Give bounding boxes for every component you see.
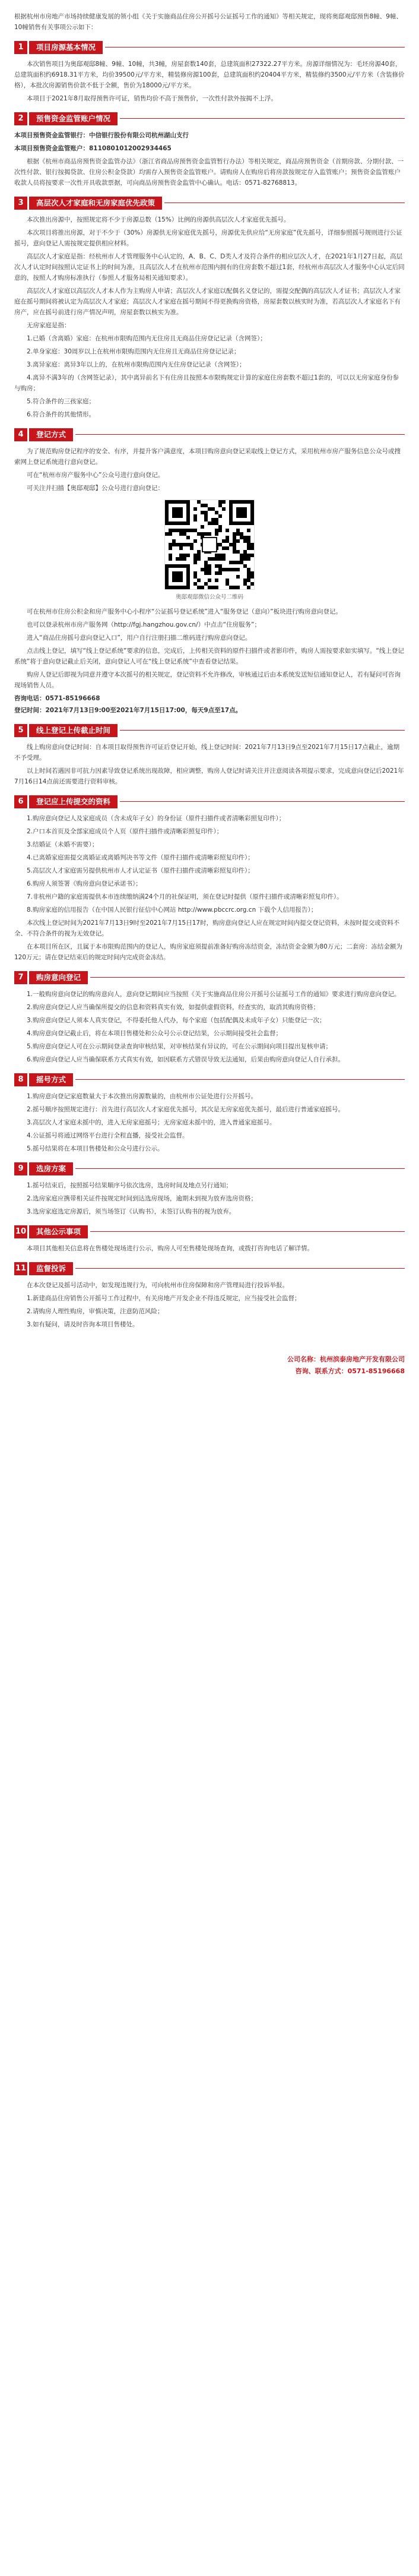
paragraph: 7.非杭州户籍的家庭需提供本市连续缴纳满24个月的社保证明，须在登记时提供（原件扫描件或清晰彩照复印件）。 — [27, 893, 343, 900]
section-header — [14, 1073, 405, 1086]
paragraph: 3.高层次人才家庭未摇中的，进入无房家庭摇号；无房家庭未摇中的，进入普通家庭摇号。 — [27, 1118, 276, 1126]
section-divider — [105, 47, 405, 48]
announcement-page — [0, 7, 419, 1389]
paragraph: 6.符合条件的其他情形。 — [27, 410, 96, 418]
section-number: 7 — [14, 971, 27, 984]
paragraph: 3.选房家庭选定房源后，须当场签订《认购书》，未签订认购书的视为放弃。 — [27, 1208, 236, 1215]
section — [14, 1225, 405, 1254]
section-title: 购房意向登记 — [29, 971, 88, 984]
section-title: 监督投诉 — [29, 1262, 73, 1275]
paragraph: 点击线上登记，填写“线上登记系统”要求的信息，完成后，上传相关资料的原件扫描件或者影印件，购房人需按要求如实填写。“线上登记系统”将于意向登记截止后关闭，意向登记人可在“线上登记系统”中查看登记结果。 — [14, 647, 404, 665]
paragraph: 2.摇号顺序按照规定进行：首先进行高层次人才家庭优先摇号，其次是无房家庭优先摇号，最后进行普通家庭摇号。 — [27, 1105, 345, 1113]
paragraph: 本次销售项目为奥邸观邸8幢、9幢、10幢，共3幢，房屋套数140套，总建筑面积27322.27平方米。房源详细情况为：毛坯房源40套，总建筑面积约6918.31平方米，均价39500元/平方米，精装修房源100套，总建筑面积约20404平方米，精装修约3500元/平方米（含装修价格），本批次房源销售价款不低于全额，售价为18000元/平方米。 — [14, 60, 405, 89]
section-header — [14, 971, 405, 984]
section-number: 11 — [14, 1262, 27, 1275]
section-divider — [120, 730, 405, 731]
paragraph: 1.新建商品住房销售公开摇号工作过程中，有关房地产开发企业不得违反规定，应当接受社会监督； — [27, 1294, 301, 1302]
section — [14, 197, 405, 420]
paragraph: 本项目其他相关信息将在售楼处现场进行公示，购房人可至售楼处现场查询，或拨打咨询电话了解详情。 — [27, 1244, 313, 1252]
section-divider — [75, 434, 405, 435]
section-title: 登记应上传提交的资料 — [29, 795, 118, 808]
paragraph: 1.一般购房意向登记的购房意向人，意向登记期间应当按照《关于实施商品住房公开摇号公证摇号工作的通知》要求进行购房意向登记。 — [27, 990, 401, 998]
paragraph: 高层次人才家庭是指：经杭州市人才管理服务中心认定的，A、B、C、D类人才及符合条件的相应层次人才，在2021年1月27日起，高层次人才认定时间按照认定证书上的时间为准，且高层次人才在杭州市范围内拥有的住房套数不超过1套，经杭州市高层次人才服务中心认定后同意的，按照人才购房标准执行（参照人才服务局相关通知要求）。 — [14, 252, 405, 282]
section-title: 预售资金监管账户情况 — [29, 112, 118, 125]
contact-phone: 咨询电话：0571-85196668 — [14, 694, 100, 702]
section-number: 9 — [14, 1162, 27, 1175]
section-title: 项目房源基本情况 — [29, 41, 103, 54]
section-title: 选房方案 — [29, 1162, 73, 1175]
section-number: 3 — [14, 197, 27, 210]
section-number: 8 — [14, 1073, 27, 1086]
qr-code-icon — [164, 500, 255, 590]
qr-block — [14, 500, 405, 600]
section-number: 4 — [14, 428, 27, 441]
section — [14, 1262, 405, 1330]
paragraph: 4.已离婚家庭需提交离婚证或离婚判决书等文件（原件扫描件或清晰彩照复印件）； — [27, 854, 254, 861]
section-title: 摇号方式 — [29, 1073, 73, 1086]
section — [14, 971, 405, 1065]
section-divider — [90, 1231, 405, 1232]
paragraph: 在本项目所在区，且属于本市限购范围内的登记人，购房家庭须提前准备好购房冻结资金，冻结资金金额为80万元；二套房：冻结金额为120万元；请在登记结束后的规定时间内完成资金冻结。 — [14, 943, 402, 961]
paragraph: 可在“杭州市房产服务中心”公众号进行意向登记。 — [27, 471, 164, 479]
section-header — [14, 197, 405, 210]
intro-paragraph: 根据杭州市房地产市场持续健康发展的领小组《关于实施商品住房公开摇号公证摇号工作的通知》等相关规定，现将奥邸观邸预售8幢、9幢、10幢销售有关事项公示如下： — [14, 12, 402, 31]
section — [14, 795, 405, 963]
paragraph: 2.户口本首页及全部家庭成员个人页（原件扫描件或清晰彩照复印件）； — [27, 827, 223, 835]
paragraph: 本次推出房源中，按照规定将不少于房源总数（15%）比例的房源供高层次人才家庭优先摇号。 — [27, 216, 290, 223]
paragraph: 2.单身家庭：30周岁以上在杭州市限购范围内无住房且无商品住房登记记录； — [27, 347, 240, 355]
paragraph: 可在杭州市住房公积金和房产服务中心小程序“公证摇号登记系统”进入“服务登记（意向）”板块进行购房意向登记。 — [27, 608, 342, 615]
paragraph: 高层次人才家庭以高层次人才本人作为主购房人申请；高层次人才家庭以配偶名义登记的，需提交配偶的高层次人才证书；高层次人才家庭在摇号期间将被认定为高层次人才家庭；高层次人才家庭在摇号期间不得更换购房资格，房屋套数以核实时为准，若高层次人才家庭名下有房产，应在摇号前进行房产情况声明，房屋套数以核实为准。 — [14, 287, 401, 316]
bold-paragraph: 本项目预售资金监管账户：8110801012002934465 — [14, 144, 172, 152]
section-header — [14, 1225, 405, 1238]
paragraph: 3.离异家庭：离异3年以上的，在杭州市限购范围内无住房登记记录（含网签）； — [27, 361, 246, 368]
paragraph: 购房人登记后即视为同意并遵守本次摇号的相关规定，登记资料不允许修改，审核通过后由本系统发送短信通知登记人，若有疑问可咨询现场销售人员。 — [14, 671, 401, 689]
section-number: 2 — [14, 112, 27, 125]
section — [14, 112, 405, 188]
section — [14, 1073, 405, 1154]
section-header — [14, 41, 405, 54]
section-divider — [75, 1268, 405, 1269]
section-header — [14, 795, 405, 808]
paragraph: 3.结婚证（未婚不需要）； — [27, 840, 99, 848]
paragraph: 本次线上登记时间为2021年7月13日9时至2021年7月15日17时，购房意向登记人应在规定时间内提交登记资料，未按时提交或资料不全、不符合条件的视为无效登记。 — [14, 919, 400, 937]
section-title: 其他公示事项 — [29, 1225, 88, 1238]
footer-company-name: 杭州滨泰房地产开发有限公司 — [320, 1355, 405, 1363]
section-number: 10 — [14, 1225, 27, 1238]
section — [14, 41, 405, 104]
footer-phone — [14, 1366, 405, 1377]
bold-paragraph: 本项目预售资金监管银行：中信银行股份有限公司杭州湖山支行 — [14, 131, 189, 139]
paragraph: 3.购房意向登记人须本人真实登记，不得委托他人代办，每个家庭（包括配偶及未成年子女）只能登记一次； — [27, 1016, 326, 1024]
paragraph: 8.购房家庭的信用报告（在中国人民银行征信中心网站 http://www.pbccrc.org.cn 下载个人信用报告）； — [27, 906, 318, 914]
paragraph: 根据《杭州市商品房预售资金监管办法》（浙江省商品房预售资金监管暂行办法）等相关规定，商品房预售资金（首期房款、分期付款、一次性付款、银行按揭贷款、住房公积金贷款）均需存入预售资金监管账户。请购房人在购房后将房款按规定存入监管账户；预售资金监管账户收款人员将按要求一次性开具收款票据，可向商品房预售资金监管中心确认。电话：0571-82768813。 — [14, 157, 404, 187]
paragraph: 无房家庭是指： — [27, 321, 71, 329]
paragraph: 5.购房意向登记人可在公示期间登录查询审核结果，对审核结果有异议的，可在公示期间向项目提出复核申请； — [27, 1042, 332, 1050]
section — [14, 724, 405, 787]
paragraph: 也可以登录杭州市房产服务网（http://fgj.hangzhou.gov.cn/）中点击“住房服务”； — [27, 621, 261, 628]
paragraph: 1.购房意向登记人及家庭成员（含未成年子女）的身份证（原件扫描件或者清晰彩照复印件）； — [27, 814, 285, 822]
section-divider — [75, 1079, 405, 1080]
paragraph: 5.摇号结果将在本项目售楼处和公众号进行公示。 — [27, 1145, 164, 1152]
footer-phone-label: 咨询、联系方式： — [295, 1367, 348, 1375]
paragraph: 线上购房意向登记时间：自本项目取得预售许可证后登记开始，线上登记时间：2021年7月13日9点至2021年7月15日17点截止，逾期不予受理。 — [14, 743, 400, 761]
section-divider — [120, 118, 405, 119]
paragraph: 4.购房意向登记截止后，将在本项目售楼处和公众号公示登记结果，公示期间接受社会监督； — [27, 1029, 282, 1037]
paragraph: 2.购房意向登记人应当确保所提交的信息和资料真实有效，如提供虚假资料，经查实的，取消其购房资格； — [27, 1003, 320, 1011]
section-header — [14, 724, 405, 737]
paragraph: 进入“商品住房摇号意向登记入口”，用户自行注册扫描二维码进行购房意向登记。 — [27, 634, 252, 641]
paragraph: 1.摇号结束后，按照摇号结果顺序号依次选房，选房时间及地点另行通知； — [27, 1181, 233, 1189]
section-title: 登记方式 — [29, 428, 73, 441]
section-header — [14, 112, 405, 125]
paragraph: 4.公证摇号将通过网络平台进行全程直播，接受社会监督。 — [27, 1131, 189, 1139]
section-divider — [120, 801, 405, 802]
paragraph: 1.已婚（含离婚）家庭：在杭州市限购范围内无住房且无商品住房登记记录（含网签）； — [27, 334, 266, 342]
paragraph: 本项目于2021年8月取得预售许可证，销售均价不高于预售价，一次性付款外按揭不上浮。 — [27, 94, 277, 102]
paragraph: 5.符合条件的三孩家庭； — [27, 397, 96, 405]
section — [14, 428, 405, 716]
section-divider — [75, 1168, 405, 1169]
section-divider — [90, 977, 405, 978]
sections-container — [14, 41, 405, 1330]
contact-time: 登记时间：2021年7月13日9:00至2021年7月15日17:00，每天9点至17点。 — [14, 706, 242, 714]
footer-company-label: 公司名称： — [287, 1355, 320, 1363]
footer — [14, 1354, 405, 1377]
paragraph: 2.请购房人理性购房，审慎决策，注意防范风险； — [27, 1307, 164, 1315]
paragraph: 以上时间若遇因非可抗力因素导致登记系统出现故障，相应调整，购房人登记时请关注并注意阅读各项提示要求，完成意向登记后2021年7月16日14点前还需要进行资料审核。 — [14, 767, 404, 785]
footer-phone-number: 0571-85196668 — [347, 1367, 405, 1375]
section-number: 5 — [14, 724, 27, 737]
paragraph: 2.选房家庭应携带相关证件按规定时间到达选房现场，逾期未到视为放弃选房资格； — [27, 1194, 258, 1202]
section — [14, 1162, 405, 1217]
paragraph: 6.购房意向登记人应当确保联系方式真实有效，如因联系方式错误导致无法通知，后果由购房意向登记人自行承担。 — [27, 1055, 345, 1063]
paragraph: 1.购房意向登记家庭数量大于本次推出房源数量的，由杭州市公证处进行公开摇号。 — [27, 1092, 258, 1100]
paragraph: 6.购房人须签署《购房意向登记承诺书》； — [27, 880, 142, 887]
paragraph: 为了规范购房登记程序的安全、有序，并提升客户满意度，本项目购房意向登记采取线上登记方式，采用杭州市房产服务信息公众号或搜索网上登记系统进行意向登记。 — [14, 447, 401, 466]
paragraph: 5.高层次人才家庭需另提供杭州市人才认定证书（原件扫描件或清晰彩照复印件）； — [27, 867, 254, 874]
section-number: 1 — [14, 41, 27, 54]
section-title: 线上登记上传截止时间 — [29, 724, 118, 737]
qr-caption: 奥邸观邸微信公众号二维码 — [175, 593, 243, 600]
paragraph: 3.如有疑问，请及时咨询本项目售楼处。 — [27, 1320, 139, 1328]
paragraph: 本次项目将推出房源，对于不少于（30%）房源供无房家庭优先摇号，房源优先供应给“无房家庭”优先摇号，详细参照摇号规则进行公证摇号，意向登记人需按规定提供相应材料。 — [14, 229, 402, 247]
footer-company — [14, 1354, 405, 1366]
paragraph: 4.离异不满3年的（含网签记录），其中离异前名下有住房且按照本市限购规定计算的家庭住房套数不超过1套的，可以以无房家庭身份参与购房； — [14, 374, 399, 392]
section-title: 高层次人才家庭和无房家庭优先政策 — [29, 197, 162, 210]
section-header — [14, 1162, 405, 1175]
paragraph: 可关注并扫描【奥邸观邸】公众号进行意向登记： — [27, 484, 164, 492]
paragraph: 在本次登记及摇号活动中，如发现违规行为，可向杭州市住房保障和房产管理局进行投诉举报。 — [27, 1281, 288, 1289]
section-header — [14, 428, 405, 441]
section-number: 6 — [14, 795, 27, 808]
section-header — [14, 1262, 405, 1275]
